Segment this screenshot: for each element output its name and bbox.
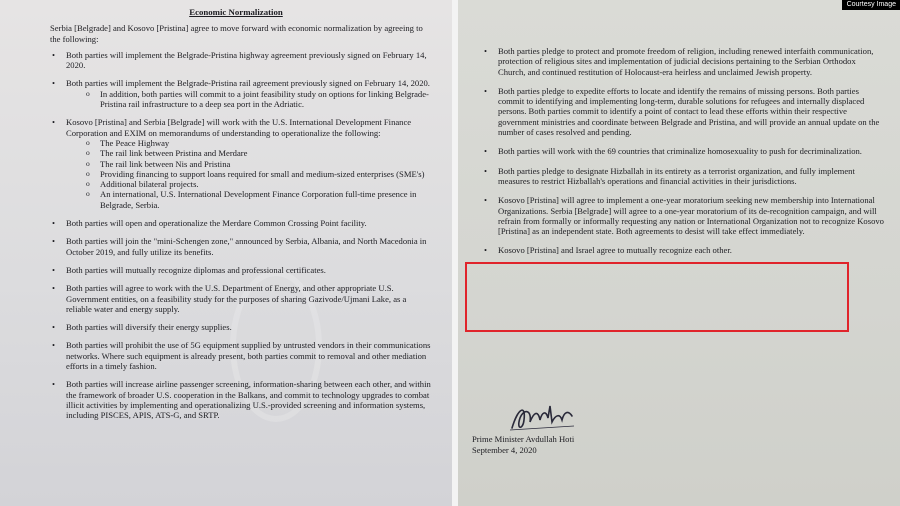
list-item [40, 236, 432, 257]
sub-list-item: o Providing financing to support loans required for small and medium-sized enterprises (SME's) [66, 169, 432, 179]
item-text: Both parties will diversify their energy supplies. [66, 322, 232, 333]
page-title: Economic Normalization [189, 7, 283, 17]
list-item [40, 218, 432, 228]
item-text: Kosovo [Pristina] and Serbia [Belgrade] will work with the U.S. International Development Finance Corporation and EXIM on memorandums of understanding to operationalize the following: [66, 117, 412, 138]
list-item [40, 283, 432, 314]
list-item: • Both parties will work with the 69 countries that criminalize homosexuality to push for decriminalization. [472, 146, 884, 156]
intro-paragraph: Serbia [Belgrade] and Kosovo [Pristina] agree to move forward with economic normalization by agreeing to the following: [50, 23, 423, 44]
sub-list-item: o Additional bilateral projects. [66, 179, 432, 189]
list-item: • Both parties pledge to designate Hizballah in its entirety as a terrorist organization, and fully implement measures to restrict Hizballah's operations and financial activities in their jurisdictions. [472, 166, 884, 187]
item-text: Both parties will join the "mini-Schengen zone," announced by Serbia, Albania, and North Macedonia in October 2019, and fully utilize its benefits. [66, 236, 427, 257]
item-text: Both parties will open and operationalize the Merdare Common Crossing Point facility. [66, 218, 367, 229]
sub-list-item: o The Peace Highway [66, 138, 432, 148]
sub-list-item: o The rail link between Pristina and Merdare [66, 148, 432, 158]
sub-list [66, 89, 432, 110]
sub-list [66, 138, 432, 210]
signatory-name: Prime Minister Avdullah Hoti [472, 434, 575, 444]
list-item: • Kosovo [Pristina] will agree to implement a one-year moratorium seeking new membership into International Organizations. Serbia [Belgrade] will agree to a one-year moratorium of its de-recognition campaign, and will refrain from formally or informally requesting any nation or International Organization not to recognize Kosovo [Pristina] as an independent state. Both agreements to desist will take effect immediately. [472, 195, 884, 236]
credit-badge: Courtesy Image [842, 0, 900, 10]
list-item [40, 117, 432, 210]
sub-list-item: o An international, U.S. International Development Finance Corporation full-time presence in Belgrade, Serbia. [66, 189, 432, 210]
list-item: • Both parties pledge to protect and promote freedom of religion, including renewed interfaith communication, protection of religious sites and implementation of judicial decisions pertaining to the Serbian Orthodox Church, and continued restitution of Holocaust-era heirless and unclaimed Jewish property. [472, 46, 884, 77]
item-text: Both parties will agree to work with the U.S. Department of Energy, and other appropriate U.S. Government entities, on a feasibility study for the purposes of sharing Gazivode/Ujmani Lake, as a reliable water and energy supply. [66, 283, 407, 314]
list-item: • Both parties pledge to expedite efforts to locate and identify the remains of missing persons. Both parties commit to identifying and implementing long-term, durable solutions for refugees and internally displaced persons. Both parties commit to identify a point of contact to lead these efforts within their respective government ministries and coordinate between Belgrade and Pristina, and will provide an annual update on the number of cases resolved and pending. [472, 86, 884, 137]
list-item [40, 50, 432, 71]
list-item [40, 322, 432, 332]
sub-list-item: o In addition, both parties will commit to a joint feasibility study on options for linking Belgrade-Pristina rail infrastructure to a deep sea port in the Adriatic. [66, 89, 432, 110]
item-text: Both parties will mutually recognize diplomas and professional certificates. [66, 264, 326, 275]
list-item [40, 340, 432, 371]
item-text: Both parties will implement the Belgrade-Pristina rail agreement previously signed on February 14, 2020. [66, 78, 430, 89]
list-item: • Kosovo [Pristina] and Israel agree to mutually recognize each other. [472, 245, 884, 255]
list-item [40, 379, 432, 420]
highlight-box [465, 262, 849, 332]
left-item-list [40, 50, 432, 421]
signature-block [472, 400, 672, 455]
handwritten-signature [508, 400, 578, 434]
item-text: Both parties will prohibit the use of 5G equipment supplied by untrusted vendors in their communications networks. Where such equipment is already present, both parties commit to removal and other mediation efforts in a timely fashion. [66, 340, 431, 372]
list-item [40, 78, 432, 109]
right-item-list [472, 46, 884, 256]
item-text: Both parties will implement the Belgrade-Pristina highway agreement previously signed on February 14, 2020. [66, 49, 427, 71]
sub-list-item: o The rail link between Nis and Pristina [66, 159, 432, 169]
list-item [40, 265, 432, 275]
signature-date: September 4, 2020 [472, 444, 537, 455]
item-text: Both parties will increase airline passenger screening, information-sharing between each other, and within the framework of broader U.S. cooperation in the Balkans, and commit to technology upgrades to combat illicit activities by implementing and operationalizing U.S.-provided screening and information systems, including PISCES, APIS, ATS-G, and SRTP. [66, 379, 431, 421]
